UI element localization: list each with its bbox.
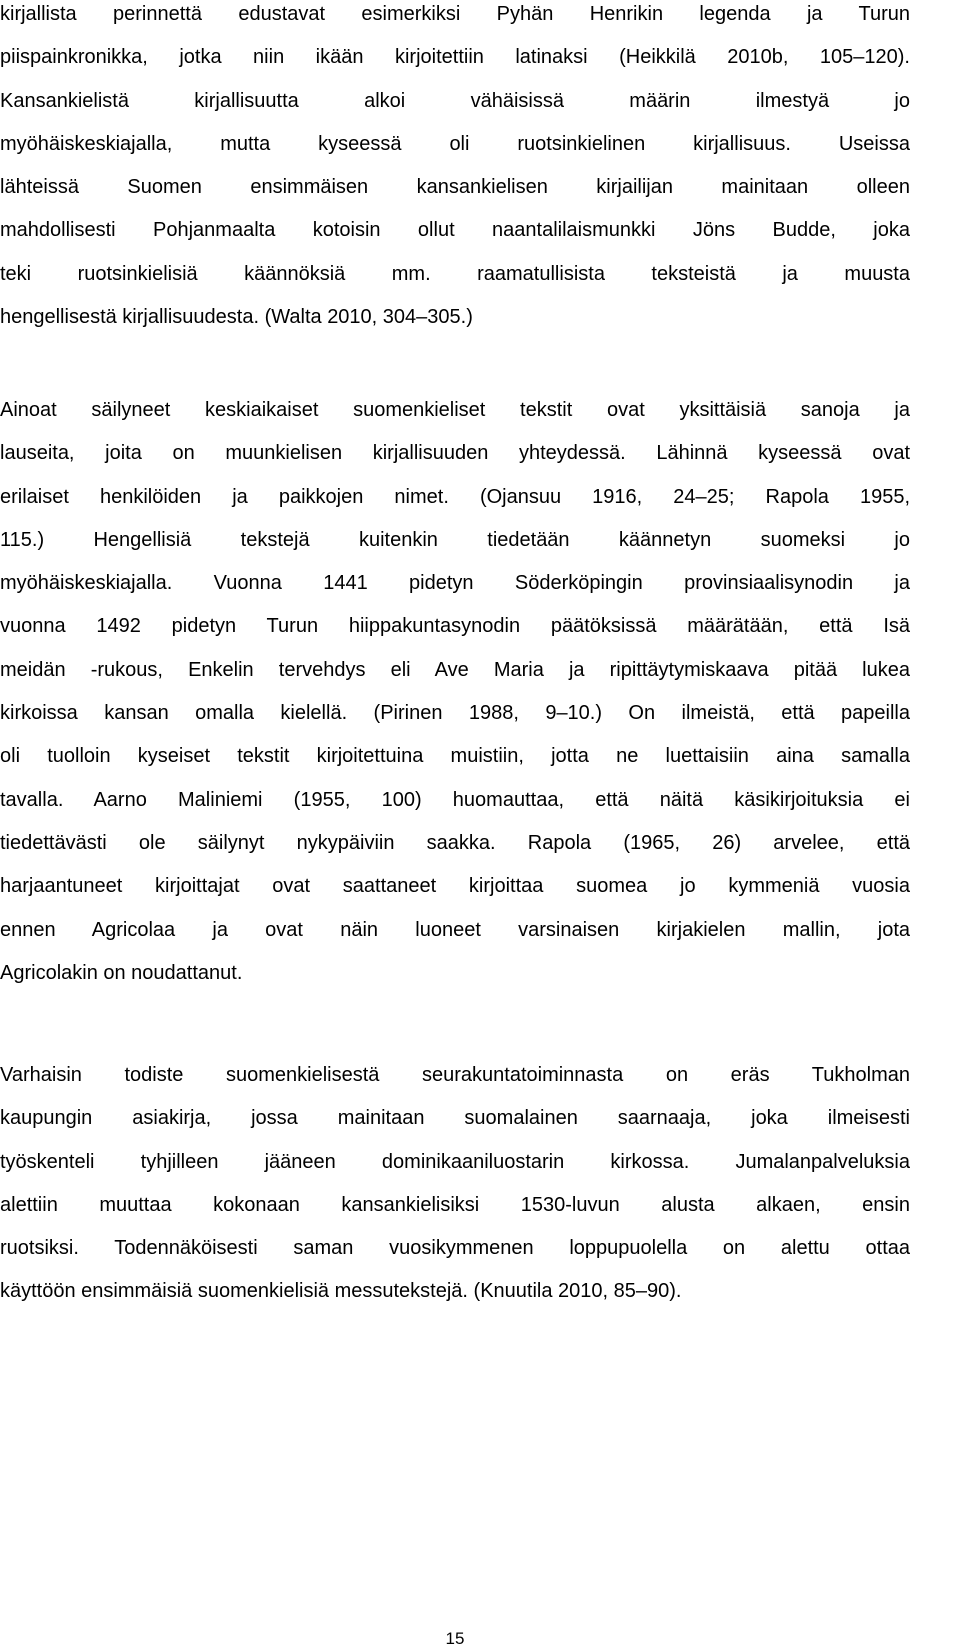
- paragraph-line: harjaantuneet kirjoittajat ovat saattaneet kirjoittaa suomea jo kymmeniä vuosia: [0, 875, 910, 898]
- page-number: 15: [445, 1629, 465, 1648]
- paragraph-line: Kansankielistä kirjallisuutta alkoi vähäisissä määrin ilmestyä jo: [0, 89, 910, 112]
- paragraph-line: lauseita, joita on muunkielisen kirjallisuuden yhteydessä. Lähinnä kyseessä ovat: [0, 442, 910, 465]
- paragraph-line: ruotsiksi. Todennäköisesti saman vuosikymmenen loppupuolella on alettu ottaa: [0, 1237, 910, 1260]
- paragraph-3: [0, 1054, 910, 1314]
- paragraph-line: kaupungin asiakirja, jossa mainitaan suomalainen saarnaaja, joka ilmeisesti: [0, 1107, 910, 1130]
- paragraph-line: ennen Agricolaa ja ovat näin luoneet varsinaisen kirjakielen mallin, jota: [0, 918, 910, 941]
- paragraph-line: Ainoat säilyneet keskiaikaiset suomenkieliset tekstit ovat yksittäisiä sanoja ja: [0, 399, 910, 421]
- paragraph-line: Agricolakin on noudattanut.: [0, 961, 243, 984]
- paragraph-line: erilaiset henkilöiden ja paikkojen nimet. (Ojansuu 1916, 24–25; Rapola 1955,: [0, 485, 910, 508]
- paragraph-line: tiedettävästi ole säilynyt nykypäiviin saakka. Rapola (1965, 26) arvelee, että: [0, 831, 910, 854]
- paragraph-line: kirkoissa kansan omalla kielellä. (Pirinen 1988, 9–10.) On ilmeistä, että papeilla: [0, 702, 910, 725]
- paragraph-line: oli tuolloin kyseiset tekstit kirjoitettuina muistiin, jotta ne luettaisiin aina samalla: [0, 745, 910, 768]
- paragraph-line: piispainkronikka, jotka niin ikään kirjoitettiin latinaksi (Heikkilä 2010b, 105–120).: [0, 46, 910, 69]
- paragraph-line: työskenteli tyhjilleen jääneen dominikaaniluostarin kirkossa. Jumalanpalveluksia: [0, 1150, 910, 1173]
- paragraph-line: myöhäiskeskiajalla. Vuonna 1441 pidetyn Söderköpingin provinsiaalisynodin ja: [0, 572, 910, 595]
- paragraph-line: lähteissä Suomen ensimmäisen kansankielisen kirjailijan mainitaan olleen: [0, 176, 910, 199]
- paragraph-line: teki ruotsinkielisiä käännöksiä mm. raamatullisista teksteistä ja muusta: [0, 262, 910, 285]
- paragraph-line: alettiin muuttaa kokonaan kansankielisiksi 1530-luvun alusta alkaen, ensin: [0, 1193, 910, 1216]
- paragraph-line: kirjallista perinnettä edustavat esimerkiksi Pyhän Henrikin legenda ja Turun: [0, 3, 910, 25]
- paragraph-line: hengellisestä kirjallisuudesta. (Walta 2010, 304–305.): [0, 306, 473, 329]
- paragraph-line: myöhäiskeskiajalla, mutta kyseessä oli ruotsinkielinen kirjallisuus. Useissa: [0, 132, 910, 155]
- paragraph-line: tavalla. Aarno Maliniemi (1955, 100) huomauttaa, että näitä käsikirjoituksia ei: [0, 788, 910, 811]
- paragraph-line: mahdollisesti Pohjanmaalta kotoisin ollut naantalilaismunkki Jöns Budde, joka: [0, 219, 910, 242]
- paragraph-line: 115.) Hengellisiä tekstejä kuitenkin tiedetään käännetyn suomeksi jo: [0, 528, 910, 551]
- paragraph-line: meidän -rukous, Enkelin tervehdys eli Ave Maria ja ripittäytymiskaava pitää lukea: [0, 658, 910, 681]
- paragraph-line: Varhaisin todiste suomenkielisestä seurakuntatoiminnasta on eräs Tukholman: [0, 1064, 910, 1086]
- paragraph-line: käyttöön ensimmäisiä suomenkielisiä messutekstejä. (Knuutila 2010, 85–90).: [0, 1280, 682, 1303]
- paragraph-line: vuonna 1492 pidetyn Turun hiippakuntasynodin päätöksissä määrätään, että Isä: [0, 615, 910, 638]
- paragraph-1: [0, 0, 910, 339]
- paragraph-2: [0, 389, 910, 995]
